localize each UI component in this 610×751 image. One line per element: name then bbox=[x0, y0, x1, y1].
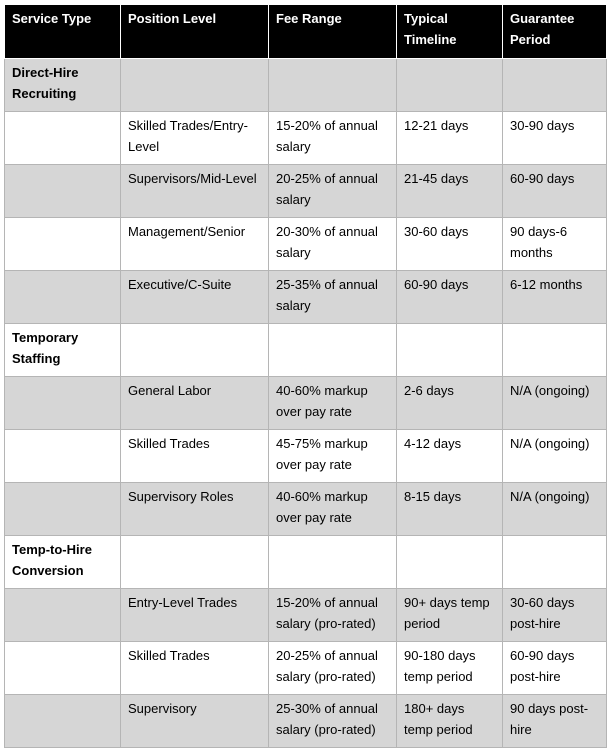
service-type-cell bbox=[5, 483, 121, 536]
timeline-cell bbox=[397, 536, 503, 589]
fee-range-cell: 40-60% markup over pay rate bbox=[269, 377, 397, 430]
fee-range-cell bbox=[269, 536, 397, 589]
position-level-cell: Skilled Trades/Entry-Level bbox=[121, 112, 269, 165]
header-service-type: Service Type bbox=[5, 5, 121, 59]
table-row bbox=[5, 695, 607, 748]
header-guarantee-period: Guarantee Period bbox=[503, 5, 607, 59]
table-row bbox=[5, 324, 607, 377]
timeline-cell: 2-6 days bbox=[397, 377, 503, 430]
service-type-cell bbox=[5, 430, 121, 483]
timeline-cell: 4-12 days bbox=[397, 430, 503, 483]
position-level-cell: Entry-Level Trades bbox=[121, 589, 269, 642]
guarantee-cell: N/A (ongoing) bbox=[503, 430, 607, 483]
fee-range-cell: 40-60% markup over pay rate bbox=[269, 483, 397, 536]
fee-range-cell: 15-20% of annual salary (pro-rated) bbox=[269, 589, 397, 642]
timeline-cell: 30-60 days bbox=[397, 218, 503, 271]
service-type-cell bbox=[5, 695, 121, 748]
timeline-cell bbox=[397, 324, 503, 377]
table-row bbox=[5, 112, 607, 165]
fee-range-cell: 20-25% of annual salary bbox=[269, 165, 397, 218]
fee-table bbox=[4, 4, 607, 748]
position-level-cell: Skilled Trades bbox=[121, 642, 269, 695]
timeline-cell: 12-21 days bbox=[397, 112, 503, 165]
position-level-cell: Supervisory Roles bbox=[121, 483, 269, 536]
timeline-cell: 21-45 days bbox=[397, 165, 503, 218]
position-level-cell bbox=[121, 59, 269, 112]
table-row bbox=[5, 59, 607, 112]
service-type-cell bbox=[5, 589, 121, 642]
fee-range-cell: 45-75% markup over pay rate bbox=[269, 430, 397, 483]
fee-range-cell: 20-30% of annual salary bbox=[269, 218, 397, 271]
service-type-cell bbox=[5, 112, 121, 165]
position-level-cell: Executive/C-Suite bbox=[121, 271, 269, 324]
fee-range-cell: 25-30% of annual salary (pro-rated) bbox=[269, 695, 397, 748]
guarantee-cell bbox=[503, 324, 607, 377]
table-row bbox=[5, 642, 607, 695]
service-type-cell: Direct-Hire Recruiting bbox=[5, 59, 121, 112]
timeline-cell bbox=[397, 59, 503, 112]
fee-range-cell: 20-25% of annual salary (pro-rated) bbox=[269, 642, 397, 695]
fee-range-cell bbox=[269, 59, 397, 112]
position-level-cell bbox=[121, 536, 269, 589]
service-type-cell: Temp-to-Hire Conversion bbox=[5, 536, 121, 589]
guarantee-cell: N/A (ongoing) bbox=[503, 483, 607, 536]
fee-range-cell: 25-35% of annual salary bbox=[269, 271, 397, 324]
position-level-cell: Skilled Trades bbox=[121, 430, 269, 483]
guarantee-cell: 30-60 days post-hire bbox=[503, 589, 607, 642]
table-row bbox=[5, 536, 607, 589]
guarantee-cell: 60-90 days bbox=[503, 165, 607, 218]
table-row bbox=[5, 430, 607, 483]
position-level-cell: Management/Senior bbox=[121, 218, 269, 271]
timeline-cell: 90-180 days temp period bbox=[397, 642, 503, 695]
position-level-cell: General Labor bbox=[121, 377, 269, 430]
table-row bbox=[5, 271, 607, 324]
service-type-cell bbox=[5, 642, 121, 695]
table-row bbox=[5, 377, 607, 430]
guarantee-cell: 90 days post-hire bbox=[503, 695, 607, 748]
table-row bbox=[5, 165, 607, 218]
fee-range-cell: 15-20% of annual salary bbox=[269, 112, 397, 165]
header-position-level: Position Level bbox=[121, 5, 269, 59]
position-level-cell: Supervisory bbox=[121, 695, 269, 748]
guarantee-cell bbox=[503, 536, 607, 589]
service-type-cell: Temporary Staffing bbox=[5, 324, 121, 377]
timeline-cell: 90+ days temp period bbox=[397, 589, 503, 642]
timeline-cell: 60-90 days bbox=[397, 271, 503, 324]
service-type-cell bbox=[5, 218, 121, 271]
table-row bbox=[5, 483, 607, 536]
table-row bbox=[5, 589, 607, 642]
guarantee-cell bbox=[503, 59, 607, 112]
header-fee-range: Fee Range bbox=[269, 5, 397, 59]
service-type-cell bbox=[5, 165, 121, 218]
timeline-cell: 180+ days temp period bbox=[397, 695, 503, 748]
position-level-cell: Supervisors/Mid-Level bbox=[121, 165, 269, 218]
service-type-cell bbox=[5, 271, 121, 324]
guarantee-cell: 30-90 days bbox=[503, 112, 607, 165]
position-level-cell bbox=[121, 324, 269, 377]
table-row bbox=[5, 218, 607, 271]
fee-range-cell bbox=[269, 324, 397, 377]
header-row bbox=[5, 5, 607, 59]
guarantee-cell: N/A (ongoing) bbox=[503, 377, 607, 430]
guarantee-cell: 90 days-6 months bbox=[503, 218, 607, 271]
guarantee-cell: 60-90 days post-hire bbox=[503, 642, 607, 695]
guarantee-cell: 6-12 months bbox=[503, 271, 607, 324]
timeline-cell: 8-15 days bbox=[397, 483, 503, 536]
header-typical-timeline: Typical Timeline bbox=[397, 5, 503, 59]
service-type-cell bbox=[5, 377, 121, 430]
